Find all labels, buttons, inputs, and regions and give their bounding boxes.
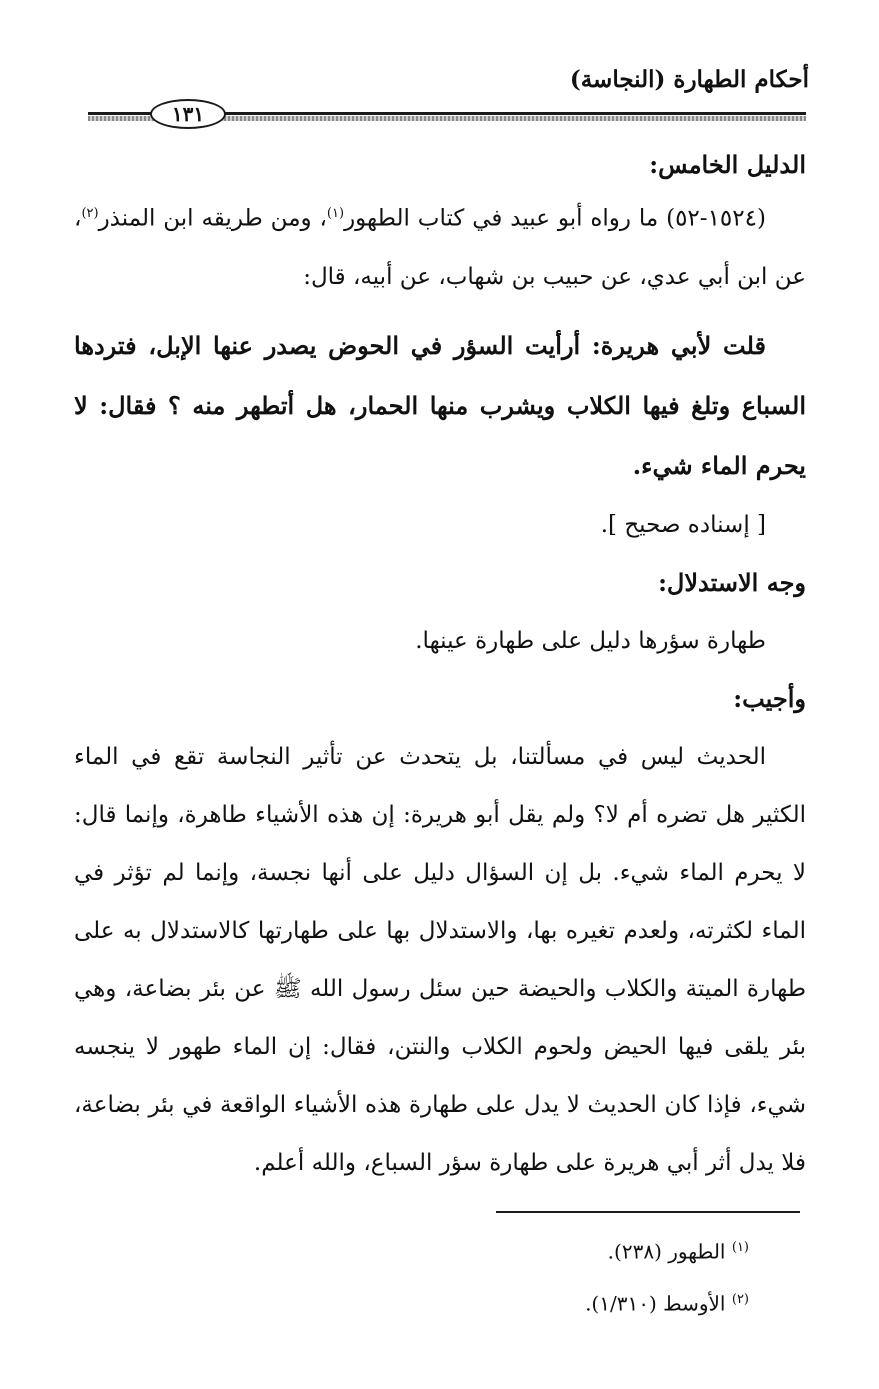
heading-inference: وجه الاستدلال: bbox=[658, 567, 806, 597]
heading-fifth-evidence: الدليل الخامس: bbox=[649, 150, 806, 179]
heading-response: وأجيب: bbox=[733, 683, 806, 713]
page-number-badge: ١٣١ bbox=[150, 99, 226, 129]
running-header-title: أحكام الطهارة (النجاسة) bbox=[569, 66, 809, 93]
footnote-ref-2[interactable]: (٢) bbox=[81, 206, 99, 221]
footnote-2-marker: (٢) bbox=[731, 1291, 749, 1307]
footnote-ref-1[interactable]: (١) bbox=[326, 206, 345, 221]
inference-text: طهارة سؤرها دليل على طهارة عينها. bbox=[415, 627, 766, 654]
intro-text-1: (١٥٢٤-٥٢) ما رواه أبو عبيد في كتاب الطهور bbox=[344, 205, 766, 232]
footnote-separator bbox=[496, 1211, 800, 1213]
header-rule bbox=[88, 102, 806, 126]
footnote-1-marker: (١) bbox=[731, 1240, 749, 1255]
footnote-2-text: الأوسط (١/٣١٠). bbox=[585, 1291, 726, 1316]
isnad-grading: [ إسناده صحيح ]. bbox=[600, 511, 766, 538]
footnote-2 bbox=[585, 1284, 749, 1320]
narration-text: قلت لأبي هريرة: أرأيت السؤر في الحوض يصدر عنها الإبل، فتردها السباع وتلغ فيها الكلاب ويشرب منها الحمار، هل أتطهر منه ؟ فقال: لا يحرم الماء شيء. bbox=[74, 330, 806, 480]
hadith-intro bbox=[74, 185, 806, 306]
footnote-1-text: الطهور (٢٣٨). bbox=[607, 1239, 726, 1264]
intro-text-3: ، عن ابن أبي عدي، عن حبيب بن شهاب، عن أبيه، قال: bbox=[74, 205, 806, 290]
footnotes bbox=[585, 1232, 749, 1335]
response-text: الحديث ليس في مسألتنا، بل يتحدث عن تأثير النجاسة تقع في الماء الكثير هل تضره أم لا؟ ولم يقل أبو هريرة: إن هذه الأشياء طاهرة، وإنما قال: لا يحرم الماء شيء. بل إن السؤال دليل على أنها نجسة، وإنما لم تؤثر في الماء لكثرته، ولعدم تغيره بها، والاستدلال بها على طهارتها كالاستدلال به على طهارة الميتة والكلاب والحيضة حين سئل رسول الله ﷺ عن بئر بضاعة، وهي بئر يلقى فيها الحيض ولحوم الكلاب والنتن، فقال: إن الماء طهور لا ينجسه شيء، فإذا كان الحديث لا يدل على طهارة هذه الأشياء الواقعة في بئر بضاعة، فلا يدل أثر أبي هريرة على طهارة سؤر السباع، والله أعلم. bbox=[74, 743, 806, 1176]
footnote-1 bbox=[585, 1232, 749, 1268]
intro-text-2: ، ومن طريقه ابن المنذر bbox=[98, 205, 327, 232]
main-text bbox=[74, 150, 806, 1192]
